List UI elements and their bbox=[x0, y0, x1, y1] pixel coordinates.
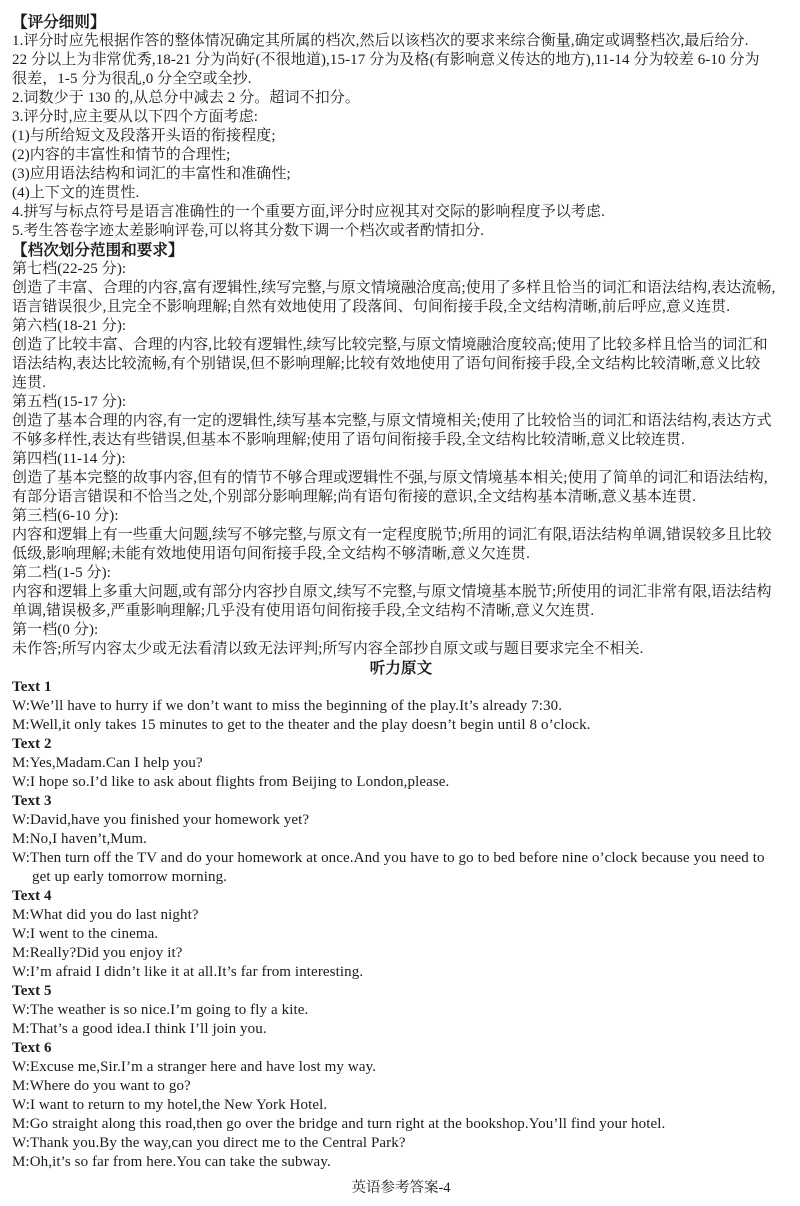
text-line: (1)与所给短文及段落开头语的衔接程度; bbox=[12, 128, 276, 144]
text-line: (2)内容的丰富性和情节的合理性; bbox=[12, 147, 231, 163]
page-footer: 英语参考答案-4 bbox=[351, 1180, 451, 1196]
text-line: W:The weather is so nice.I’m going to fly a kite. bbox=[12, 1002, 309, 1018]
text-line: W:I’m afraid I didn’t like it at all.It’s far from interesting. bbox=[12, 964, 364, 980]
text-line: 有部分语言错误和不恰当之处,个别部分影响理解;尚有语句衔接的意识,全文结构基本清晰,意义基本连贯. bbox=[12, 489, 697, 505]
text-line: M:Oh,it’s so far from here.You can take the subway. bbox=[12, 1154, 331, 1170]
text-line: M:Really?Did you enjoy it? bbox=[12, 945, 183, 961]
text-line: (4)上下文的连贯性. bbox=[12, 185, 140, 201]
text-line: W:Excuse me,Sir.I’m a stranger here and have lost my way. bbox=[12, 1059, 377, 1075]
text-line: M:What did you do last night? bbox=[12, 907, 199, 923]
text-line: M:Go straight along this road,then go over the bridge and turn right at the bookshop.You’ll find your hotel. bbox=[12, 1116, 666, 1132]
section-heading-listening-transcript: 听力原文 bbox=[369, 660, 433, 677]
section-heading-scoring-rules: 【评分细则】 bbox=[12, 14, 106, 31]
text-line: get up early tomorrow morning. bbox=[32, 869, 228, 885]
text-line: W:I hope so.I’d like to ask about flights from Beijing to London,please. bbox=[12, 774, 450, 790]
text-line: 第七档(22-25 分): bbox=[12, 261, 127, 277]
text-line: 内容和逻辑上多重大问题,或有部分内容抄自原文,续写不完整,与原文情境基本脱节;所使用的词汇非常有限,语法结构 bbox=[12, 584, 772, 600]
text-line: 第二档(1-5 分): bbox=[12, 565, 112, 581]
text-line: 第六档(18-21 分): bbox=[12, 318, 127, 334]
text-label: Text 6 bbox=[12, 1040, 52, 1056]
text-line: 第一档(0 分): bbox=[12, 622, 99, 638]
text-line: W:I want to return to my hotel,the New York Hotel. bbox=[12, 1097, 328, 1113]
text-line: 第四档(11-14 分): bbox=[12, 451, 126, 467]
text-line: 2.词数少于 130 的,从总分中减去 2 分。超词不扣分。 bbox=[12, 90, 361, 106]
text-line: W:I went to the cinema. bbox=[12, 926, 159, 942]
text-line: 5.考生答卷字迹太差影响评卷,可以将其分数下调一个档次或者酌情扣分. bbox=[12, 223, 485, 239]
text-line: M:Yes,Madam.Can I help you? bbox=[12, 755, 203, 771]
text-label: Text 3 bbox=[12, 793, 52, 809]
text-line: 1.评分时应先根据作答的整体情况确定其所属的档次,然后以该档次的要求来综合衡量,确定或调整档次,最后给分. bbox=[12, 33, 749, 49]
text-line: (3)应用语法结构和词汇的丰富性和准确性; bbox=[12, 166, 291, 182]
text-line: W:Thank you.By the way,can you direct me to the Central Park? bbox=[12, 1135, 406, 1151]
text-line: W:We’ll have to hurry if we don’t want to miss the beginning of the play.It’s already 7:30. bbox=[12, 698, 563, 714]
text-line: W:Then turn off the TV and do your homework at once.And you have to go to bed before nine o’clock because you need to bbox=[12, 850, 765, 866]
text-line: M:Well,it only takes 15 minutes to get to the theater and the play doesn’t begin until 8 o’clock. bbox=[12, 717, 591, 733]
text-line: 语法结构,表达比较流畅,有个别错误,但不影响理解;比较有效地使用了语句间衔接手段,全文结构比较清晰,意义比较 bbox=[12, 356, 761, 372]
text-line: 语言错误很少,且完全不影响理解;自然有效地使用了段落间、句间衔接手段,全文结构清晰,前后呼应,意义连贯. bbox=[12, 299, 731, 315]
text-line: 4.拼写与标点符号是语言准确性的一个重要方面,评分时应视其对交际的影响程度予以考虑. bbox=[12, 204, 605, 220]
text-line: M:No,I haven’t,Mum. bbox=[12, 831, 147, 847]
text-label: Text 4 bbox=[12, 888, 52, 904]
text-line: 第五档(15-17 分): bbox=[12, 394, 127, 410]
text-line: 连贯. bbox=[12, 375, 47, 391]
text-label: Text 5 bbox=[12, 983, 52, 999]
text-line: 22 分以上为非常优秀,18-21 分为尚好(不很地道),15-17 分为及格(有影响意义传达的地方),11-14 分为较差 6-10 分为 bbox=[12, 52, 760, 68]
section-heading-band-requirements: 【档次划分范围和要求】 bbox=[12, 242, 184, 259]
text-line: 创造了基本完整的故事内容,但有的情节不够合理或逻辑性不强,与原文情境基本相关;使用了简单的词汇和语法结构, bbox=[12, 470, 768, 486]
text-line: 3.评分时,应主要从以下四个方面考虑: bbox=[12, 109, 259, 125]
text-line: W:David,have you finished your homework yet? bbox=[12, 812, 310, 828]
text-line: 不够多样性,表达有些错误,但基本不影响理解;使用了语句间衔接手段,全文结构比较清晰,意义比较连贯. bbox=[12, 432, 685, 448]
text-line: 单调,错误极多,严重影响理解;几乎没有使用语句间衔接手段,全文结构不清晰,意义欠连贯. bbox=[12, 603, 595, 619]
text-line: 创造了丰富、合理的内容,富有逻辑性,续写完整,与原文情境融洽度高;使用了多样且恰当的词汇和语法结构,表达流畅, bbox=[12, 280, 776, 296]
text-line: 很差，1-5 分为很乱,0 分全空或全抄. bbox=[12, 71, 252, 87]
text-label: Text 1 bbox=[12, 679, 52, 695]
text-line: M:Where do you want to go? bbox=[12, 1078, 191, 1094]
document-body bbox=[12, 13, 790, 1172]
text-label: Text 2 bbox=[12, 736, 52, 752]
text-line: 未作答;所写内容太少或无法看清以致无法评判;所写内容全部抄自原文或与题目要求完全不相关. bbox=[12, 641, 644, 657]
text-line: 内容和逻辑上有一些重大问题,续写不够完整,与原文有一定程度脱节;所用的词汇有限,语法结构单调,错误较多且比较 bbox=[12, 527, 772, 543]
text-line: M:That’s a good idea.I think I’ll join you. bbox=[12, 1021, 267, 1037]
text-line: 创造了基本合理的内容,有一定的逻辑性,续写基本完整,与原文情境相关;使用了比较恰当的词汇和语法结构,表达方式 bbox=[12, 413, 772, 429]
text-line: 低级,影响理解;未能有效地使用语句间衔接手段,全文结构不够清晰,意义欠连贯. bbox=[12, 546, 530, 562]
text-line: 第三档(6-10 分): bbox=[12, 508, 119, 524]
text-line: 创造了比较丰富、合理的内容,比较有逻辑性,续写比较完整,与原文情境融洽度较高;使用了比较多样且恰当的词汇和 bbox=[12, 337, 768, 353]
